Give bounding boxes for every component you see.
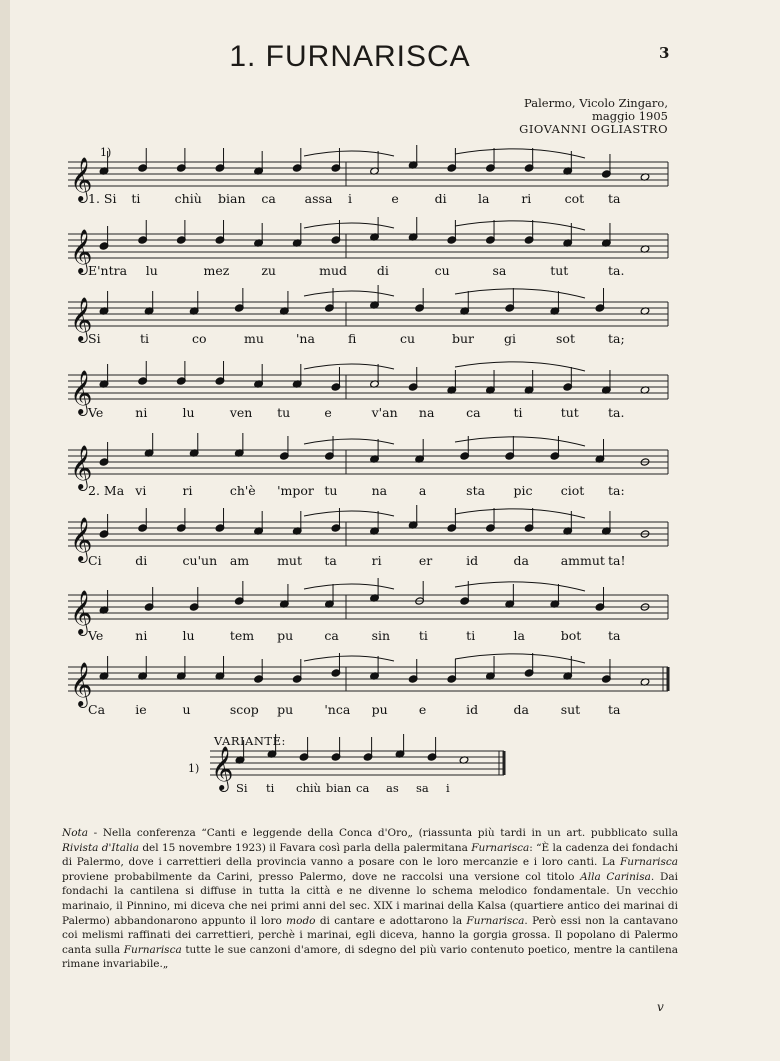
- staff-2-lyric-syllable: zu: [261, 263, 276, 278]
- staff-3-lyric-syllable: co: [192, 331, 207, 346]
- staff-5-treble-clef: 𝄞: [70, 445, 93, 489]
- staff-6-lyric-syllable: ri: [371, 553, 382, 568]
- footnote-nota: [62, 826, 678, 972]
- staff-7-lyric-syllable: Ve: [88, 628, 104, 643]
- footnote-marker: 1): [100, 146, 112, 159]
- variant-lyric-syllable: as: [386, 781, 399, 795]
- staff-1-lyric-syllable: ca: [261, 191, 276, 206]
- credit-composer: GIOVANNI OGLIASTRO: [519, 122, 668, 136]
- nota-text-7: . Però essi non la cantavano coi melismi raffinati dei carrettieri, perchè i marinai, egli diceva, hanno la gorgia grossa. Il popolano di Palermo canta sulla: [62, 914, 678, 956]
- variant-lyric-syllable: chiù: [296, 781, 321, 795]
- staff-7-lyric-syllable: ca: [324, 628, 339, 643]
- staff-1-lyric-syllable: ti: [131, 191, 141, 206]
- staff-3-lyric-syllable: ti: [140, 331, 150, 346]
- staff-5-lyric-syllable: 2. Ma: [88, 483, 125, 498]
- staff-5-lyric-syllable: ch'è: [229, 483, 256, 498]
- nota-italic-4: Alla Carinisa: [580, 870, 651, 883]
- staff-1-lyric-syllable: ta: [608, 191, 621, 206]
- staff-6-lyric-syllable: am: [229, 553, 250, 568]
- staff-3-lyric-syllable: 'na: [296, 331, 315, 346]
- staff-6-lyric-syllable: ta: [324, 553, 337, 568]
- staff-8-lyric-syllable: Ca: [88, 702, 106, 717]
- staff-5-lyric-syllable: vi: [135, 483, 147, 498]
- staff-7-slur: [304, 584, 394, 589]
- staff-6-lyric-syllable: cu'un: [182, 553, 218, 568]
- staff-2-slur: [455, 221, 585, 230]
- credit-place: Palermo, Vicolo Zingaro,: [524, 96, 668, 110]
- staff-3-treble-clef: 𝄞: [70, 297, 93, 341]
- staff-5-lyric-syllable: ta:: [608, 483, 625, 498]
- staff-7-lyric-syllable: sin: [371, 628, 391, 643]
- nota-text-4: proviene probabilmente da Carini, presso Palermo, dove ne raccolsi una versione col titolo: [62, 870, 581, 883]
- staff-6-lyric-syllable: Ci: [88, 553, 102, 568]
- variant-lyric-syllable: bian: [326, 781, 352, 795]
- staff-1-lyric-syllable: assa: [304, 191, 333, 206]
- staff-7-lyric-syllable: tem: [229, 628, 255, 643]
- staff-1-lyric-syllable: ri: [521, 191, 532, 206]
- staff-8-lyric-syllable: sut: [560, 702, 581, 717]
- staff-4-lyric-syllable: ni: [135, 405, 148, 420]
- staff-5-slur: [455, 437, 585, 446]
- nota-italic-7: Furnarisca: [123, 943, 182, 956]
- nota-text-3: : “È la cadenza dei fondachi di Palermo, dove i carrettieri della provincia vanno a posare con le loro mercanzie e i loro canti. La: [62, 841, 678, 869]
- staff-3-lyric-syllable: Si: [88, 331, 101, 346]
- staff-2-lyric-syllable: E'ntra: [88, 263, 128, 278]
- staff-7-lyric-syllable: ti: [466, 628, 476, 643]
- staff-5-lyric-syllable: a: [418, 483, 427, 498]
- staff-4-slur: [304, 364, 394, 369]
- variant-lyric-syllable: sa: [416, 781, 429, 795]
- variant-label: VARIANTE:: [214, 734, 286, 748]
- signature-mark: v: [657, 1000, 664, 1014]
- nota-text-1: - Nella conferenza “Canti e leggende della Conca d'Oro„ (riassunta più tardi in un art. pubblicato sulla: [88, 827, 678, 839]
- staff-3-lyric-syllable: cu: [400, 331, 416, 346]
- staff-8-lyric-syllable: scop: [229, 702, 259, 717]
- staff-6-treble-clef: 𝄞: [70, 517, 93, 561]
- nota-italic-2: Furnarisca: [471, 841, 530, 854]
- staff-3-slur: [304, 291, 394, 296]
- nota-text-8: tutte le sue canzoni d'amore, di sdegno del più vario contenuto poetico, mentre la cantilena rimane invariabile.„: [62, 943, 679, 971]
- staff-5-lyric-syllable: sta: [466, 483, 486, 498]
- variant-marker: 1): [188, 762, 200, 775]
- staff-6-slur: [304, 511, 394, 516]
- staff-2-lyric-syllable: ta.: [608, 263, 625, 278]
- nota-italic-5: modo: [286, 914, 316, 927]
- credit-date: maggio 1905: [591, 109, 668, 123]
- staff-5-lyric-syllable: pic: [513, 483, 533, 498]
- staff-2-slur: [304, 223, 394, 228]
- staff-8-lyric-syllable: ie: [135, 702, 147, 717]
- variant-treble-clef: 𝄞: [211, 746, 234, 790]
- staff-1-treble-clef: 𝄞: [70, 157, 93, 201]
- staff-7-lyric-syllable: ti: [418, 628, 428, 643]
- nota-italic-3: Furnarisca: [620, 856, 678, 869]
- staff-8-lyric-syllable: ta: [608, 702, 621, 717]
- staff-4-lyric-syllable: ti: [513, 405, 523, 420]
- staff-6-lyric-syllable: ta!: [608, 553, 626, 568]
- variant-lyric-syllable: ca: [356, 781, 370, 795]
- staff-6-lyric-syllable: er: [418, 553, 433, 568]
- staff-3-slur: [455, 289, 585, 298]
- staff-7-lyric-syllable: pu: [277, 628, 294, 643]
- staff-8-lyric-syllable: da: [513, 702, 529, 717]
- page-number: 3: [659, 44, 670, 62]
- page-title: 1. FURNARISCA: [229, 40, 471, 73]
- staff-2-treble-clef: 𝄞: [70, 229, 93, 273]
- staff-7-treble-clef: 𝄞: [70, 590, 93, 634]
- staff-2-lyric-syllable: di: [376, 263, 389, 278]
- staff-8-slur: [455, 654, 585, 663]
- staff-4-lyric-syllable: ta.: [608, 405, 625, 420]
- staff-6-lyric-syllable: ammut: [560, 553, 605, 568]
- staff-2-lyric-syllable: lu: [145, 263, 158, 278]
- staff-3-lyric-syllable: ta;: [608, 331, 625, 346]
- variant-lyric-syllable: Si: [236, 781, 248, 795]
- nota-text-6: di cantare e adottarono la: [315, 914, 467, 927]
- variant-lyric-syllable: ti: [266, 781, 275, 795]
- staff-3-lyric-syllable: fi: [348, 331, 357, 346]
- staff-7-lyric-syllable: bot: [560, 628, 582, 643]
- staff-1-lyric-syllable: e: [391, 191, 399, 206]
- staff-2-lyric-syllable: tut: [550, 263, 569, 278]
- staff-4-slur: [455, 362, 585, 371]
- staff-4-lyric-syllable: e: [324, 405, 332, 420]
- staff-1-lyric-syllable: di: [434, 191, 447, 206]
- nota-italic-1: Rivista d'Italia: [62, 841, 139, 854]
- staff-1-lyric-syllable: 1. Si: [88, 191, 117, 206]
- staff-1-lyric-syllable: la: [478, 191, 490, 206]
- staff-6-slur: [455, 509, 585, 518]
- staff-4-lyric-syllable: ven: [229, 405, 253, 420]
- staff-8-slur: [304, 656, 394, 661]
- variant-lyric-syllable: i: [446, 781, 450, 795]
- staff-5-lyric-syllable: tu: [324, 483, 338, 498]
- staff-2-lyric-syllable: cu: [434, 263, 450, 278]
- nota-label: Nota: [62, 827, 88, 839]
- staff-5-lyric-syllable: ciot: [560, 483, 585, 498]
- staff-1-slur: [304, 151, 394, 156]
- nota-text-5: . Dai fondachi la cantilena si diffuse in tutta la città e ne divenne lo schema melodico fondamentale. Un vecchio marinaio, il Pinnino, mi diceva che nei primi anni del sec. XIX i marinai della Kalsa (quartiere antico dei marinai di Palermo) abbandonarono appunto il loro: [62, 870, 678, 927]
- staff-7-slur: [455, 582, 585, 591]
- staff-4-lyric-syllable: tut: [560, 405, 579, 420]
- staff-8-lyric-syllable: id: [466, 702, 479, 717]
- staff-6-lyric-syllable: mut: [277, 553, 303, 568]
- nota-italic-6: Furnarisca: [466, 914, 525, 927]
- staff-4-treble-clef: 𝄞: [70, 370, 93, 414]
- staff-4-lyric-syllable: ca: [466, 405, 481, 420]
- staff-7-lyric-syllable: lu: [182, 628, 195, 643]
- staff-2-lyric-syllable: mez: [203, 263, 230, 278]
- staff-2-lyric-syllable: mud: [319, 263, 348, 278]
- staff-6-lyric-syllable: id: [466, 553, 479, 568]
- staff-8-lyric-syllable: pu: [371, 702, 388, 717]
- staff-7-lyric-syllable: ta: [608, 628, 621, 643]
- staff-3-lyric-syllable: mu: [244, 331, 264, 346]
- staff-3-lyric-syllable: sot: [556, 331, 575, 346]
- staff-1-lyric-syllable: i: [348, 191, 352, 206]
- staff-4-lyric-syllable: Ve: [88, 405, 104, 420]
- staff-1-lyric-syllable: cot: [564, 191, 585, 206]
- staff-6-lyric-syllable: da: [513, 553, 529, 568]
- staff-5-lyric-syllable: ri: [182, 483, 193, 498]
- staff-7-lyric-syllable: la: [513, 628, 525, 643]
- staff-1-lyric-syllable: chiù: [174, 191, 202, 206]
- staff-6-lyric-syllable: di: [135, 553, 148, 568]
- staff-1-lyric-syllable: bian: [218, 191, 246, 206]
- staff-2-lyric-syllable: sa: [492, 263, 507, 278]
- staff-8-lyric-syllable: e: [418, 702, 427, 717]
- staff-4-lyric-syllable: na: [418, 405, 435, 420]
- staff-8-lyric-syllable: u: [182, 702, 191, 717]
- staff-5-lyric-syllable: 'mpor: [277, 483, 314, 498]
- staff-5-slur: [304, 439, 394, 444]
- nota-text-2: del 15 novembre 1923) il Favara così parla della palermitana: [138, 841, 472, 854]
- staff-8-lyric-syllable: pu: [277, 702, 294, 717]
- staff-7-lyric-syllable: ni: [135, 628, 148, 643]
- staff-5-lyric-syllable: na: [371, 483, 388, 498]
- staff-4-lyric-syllable: lu: [182, 405, 195, 420]
- staff-4-lyric-syllable: v'an: [371, 405, 398, 420]
- staff-1-slur: [455, 149, 585, 158]
- staff-3-lyric-syllable: gi: [504, 331, 516, 346]
- staff-3-lyric-syllable: bur: [452, 331, 475, 346]
- staff-8-lyric-syllable: 'nca: [324, 702, 351, 717]
- staff-8-treble-clef: 𝄞: [70, 662, 93, 706]
- staff-4-lyric-syllable: tu: [277, 405, 291, 420]
